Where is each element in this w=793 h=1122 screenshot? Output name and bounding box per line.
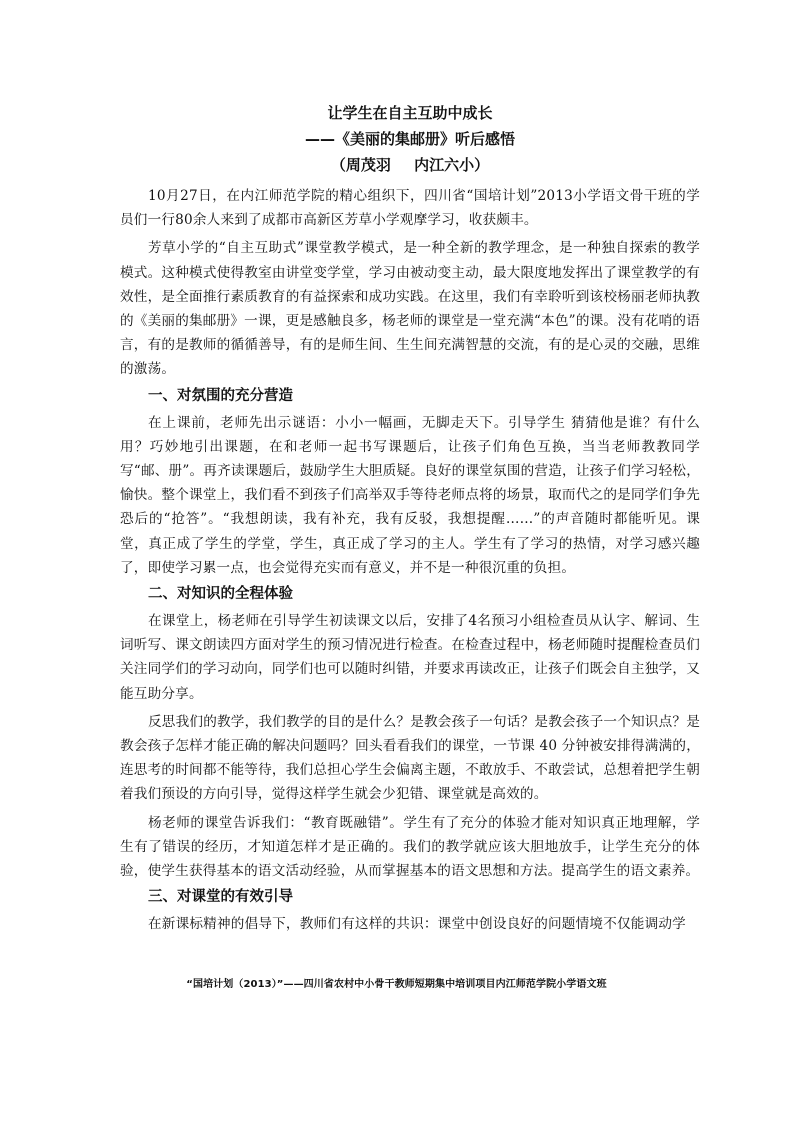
body-paragraph: 反思我们的教学，我们教学的目的是什么？是教会孩子一句话？是教会孩子一个知识点？是教会孩子怎样才能正确的解决问题吗？回头看看我们的课堂，一节课 40 分钟被安排得满满的，连思考的时间都不能等待，我们总担心学生会偏离主题，不敢放手、不敢尝试，总想着把学生朝着我们预设的方向引导，觉得这样学生就会少犯错、课堂就是高效的。 (120, 713, 700, 803)
author-line (120, 152, 700, 178)
body-paragraph: 在上课前，老师先出示谜语：小小一幅画，无脚走天下。引导学生 猜猜他是谁？有什么用？巧妙地引出课题，在和老师一起书写课题后，让孩子们角色互换，当当老师教教同学写“邮、册”。再齐读课题后，鼓励学生大胆质疑。良好的课堂氛围的营造，让孩子们学习轻松，愉快。整个课堂上，我们看不到孩子们高举双手等待老师点将的场景，取而代之的是同学们争先恐后的“抢答”。“我想朗读，我有补充，我有反驳，我想提醒……”的声音随时都能听见。课堂，真正成了学生的学堂，学生，真正成了学习的主人。学生有了学习的热情，对学习感兴趣了，即使学习累一点，也会觉得充实而有意义，并不是一种很沉重的负担。 (120, 414, 700, 576)
section-heading: 二、对知识的全程体验 (148, 586, 293, 603)
page-title: 让学生在自主互助中成长 (327, 104, 493, 122)
intro-paragraph: 10月27日，在内江师范学院的精心组织下，四川省“国培计划”2013小学语文骨干班的学员们一行80余人来到了成都市高新区芳草小学观摩学习，收获颇丰。 (120, 188, 700, 229)
body-paragraph: 杨老师的课堂告诉我们：“教育既融错”。学生有了充分的体验才能对知识真正地理解，学生有了错误的经历，才知道怎样才是正确的。我们的教学就应该大胆地放手，让学生充分的体验，使学生获得基本的语文活动经验，从而掌握基本的语文思想和方法。提高学生的语文素养。 (120, 814, 700, 880)
page-footer: “国培计划（2013）”——四川省农村中小骨干教师短期集中培训项目内江师范学院小学语文班 (186, 979, 607, 990)
section-heading: 三、对课堂的有效引导 (148, 889, 293, 906)
section-heading: 一、对氛围的充分营造 (148, 387, 293, 404)
body-paragraph: 在课堂上，杨老师在引导学生初读课文以后，安排了4名预习小组检查员从认字、解词、生词听写、课文朗读四方面对学生的预习情况进行检查。在检查过程中，杨老师随时提醒检查员们关注同学们的学习动向，同学们也可以随时纠错，并要求再读改正，让孩子们既会自主独学，又能互助分享。 (120, 613, 700, 702)
author-name: （周茂羽 (330, 156, 391, 174)
page-subtitle: ——《美丽的集邮册》听后感悟 (304, 130, 515, 148)
document-body (120, 100, 700, 936)
body-paragraph: 在新课标精神的倡导下，教师们有这样的共识：课堂中创设良好的问题情境不仅能调动学 (148, 916, 686, 933)
intro-paragraph: 芳草小学的“自主互助式”课堂教学模式，是一种全新的教学理念，是一种独自探索的教学模式。这种模式使得教室由讲堂变学堂，学习由被动变主动，最大限度地发挥出了课堂教学的有效性，是全面推行素质教育的有益探索和成功实践。在这里，我们有幸聆听到该校杨丽老师执教的《美丽的集邮册》一课，更是感触良多，杨老师的课堂是一堂充满“本色”的课。没有花哨的语言，有的是教师的循循善导，有的是师生间、生生间充满智慧的交流，有的是心灵的交融，思维的激荡。 (120, 240, 700, 378)
author-school: 内江六小） (414, 156, 490, 174)
